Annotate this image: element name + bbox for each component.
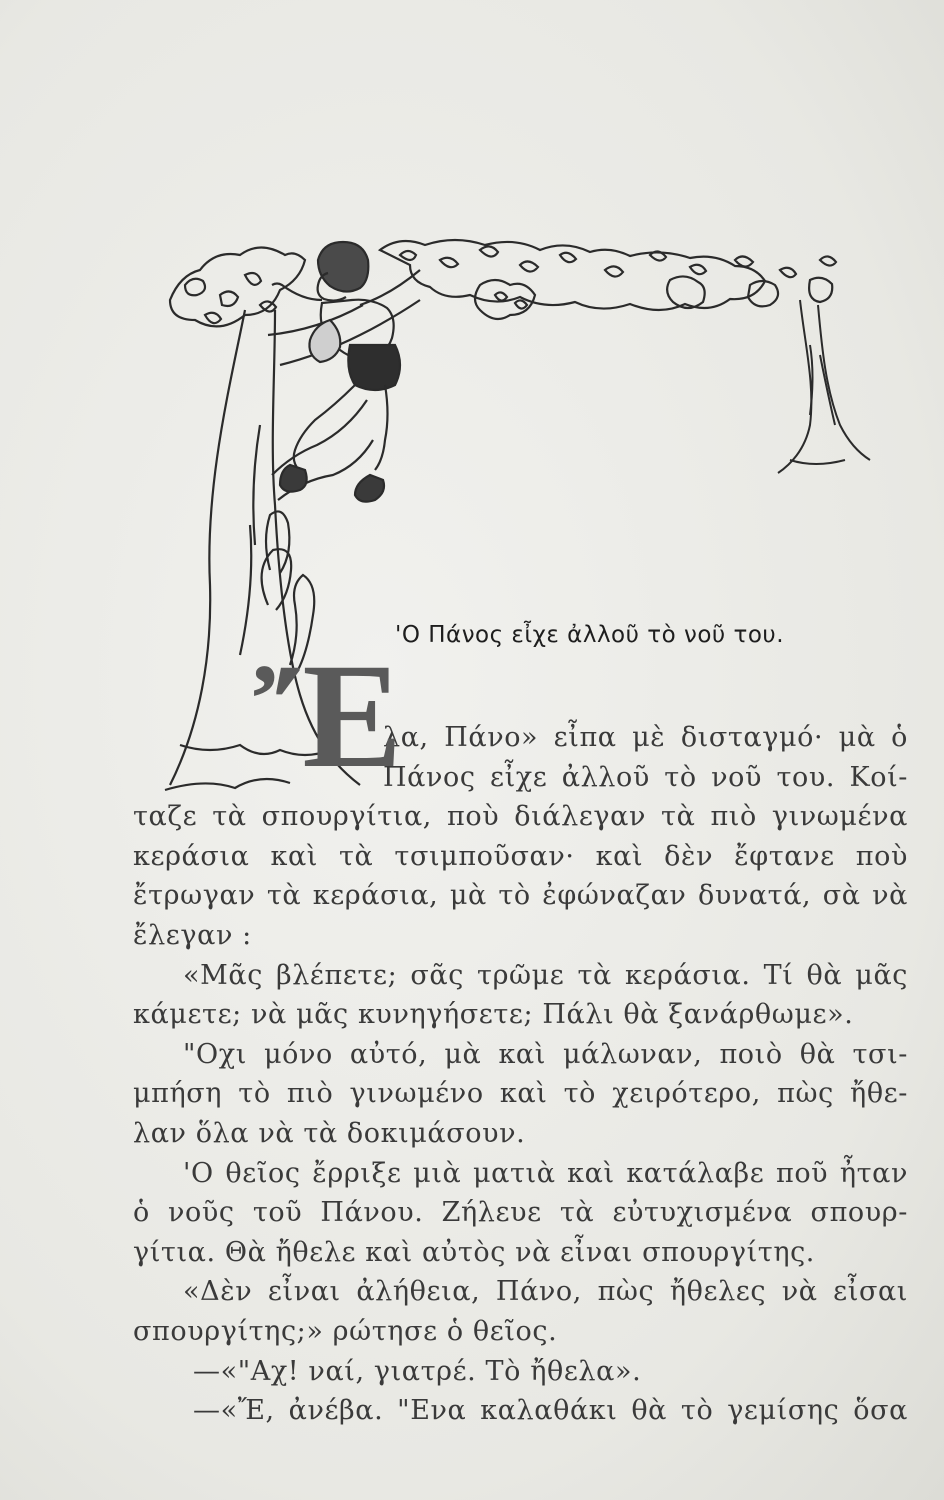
illustration-caption: 'Ο Πάνος εἶχε ἀλλοῦ τὸ νοῦ του.	[395, 622, 785, 648]
text-line: ὁ νοῦς τοῦ Πάνου. Ζήλευε τὰ εὐτυχισμένα σπουρ-	[133, 1197, 908, 1229]
text-line: γίτια. Θὰ ἤθελε καὶ αὐτὸς νὰ εἶναι σπουργίτης.	[133, 1236, 815, 1268]
text-line: λα, Πάνο» εἶπα μὲ δισταγμό· μὰ ὁ	[383, 722, 908, 753]
text-line: «Δὲν εἶναι ἀλήθεια, Πάνο, πὼς ἤθελες νὰ εἶσαι	[183, 1276, 908, 1308]
text-line: Πάνος εἶχε ἀλλοῦ τὸ νοῦ του. Κοί-	[383, 761, 908, 793]
text-line: σπουργίτης;» ρώτησε ὁ θεῖος.	[133, 1315, 558, 1347]
drop-cap-letter	[246, 633, 403, 799]
text-line: κάμετε; νὰ μᾶς κυνηγήσετε; Πάλι θὰ ξανάρθωμε».	[133, 999, 854, 1031]
text-line: κεράσια καὶ τὰ τσιμποῦσαν· καὶ δὲν ἔφτανε ποὺ	[133, 840, 908, 872]
text-line: 'Ο θεῖος ἔρριξε μιὰ ματιὰ καὶ κατάλαβε ποῦ ἦταν	[183, 1157, 908, 1189]
text-line: —«"Αχ! ναί, γιατρέ. Τὸ ἤθελα».	[193, 1355, 642, 1387]
story-text	[133, 718, 908, 1431]
text-line: μπήση τὸ πιὸ γινωμένο καὶ τὸ χειρότερο, πὼς ἤθε-	[133, 1078, 908, 1110]
text-line: ταζε τὰ σπουργίτια, ποὺ διάλεγαν τὰ πιὸ γινωμένα	[133, 801, 908, 833]
drop-cap-glyph: Ἔ	[254, 633, 403, 799]
tree-foliage	[170, 240, 836, 326]
text-line: ἔτρωγαν τὰ κεράσια, μὰ τὸ ἐφώναζαν δυνατά, σὰ νὰ	[133, 880, 908, 912]
text-line: "Οχι μόνο αὐτό, μὰ καὶ μάλωναν, ποιὸ θὰ τσι-	[183, 1038, 908, 1070]
text-line: —«Ἔ, ἀνέβα. "Ενα καλαθάκι θὰ τὸ γεμίσης ὅσα	[193, 1395, 908, 1427]
text-line: «Μᾶς βλέπετε; σᾶς τρῶμε τὰ κεράσια. Τί θὰ μᾶς	[183, 959, 908, 991]
distant-tree	[778, 300, 870, 473]
text-line: ἔλεγαν :	[133, 919, 252, 951]
text-line: λαν ὅλα νὰ τὰ δοκιμάσουν.	[133, 1117, 526, 1149]
